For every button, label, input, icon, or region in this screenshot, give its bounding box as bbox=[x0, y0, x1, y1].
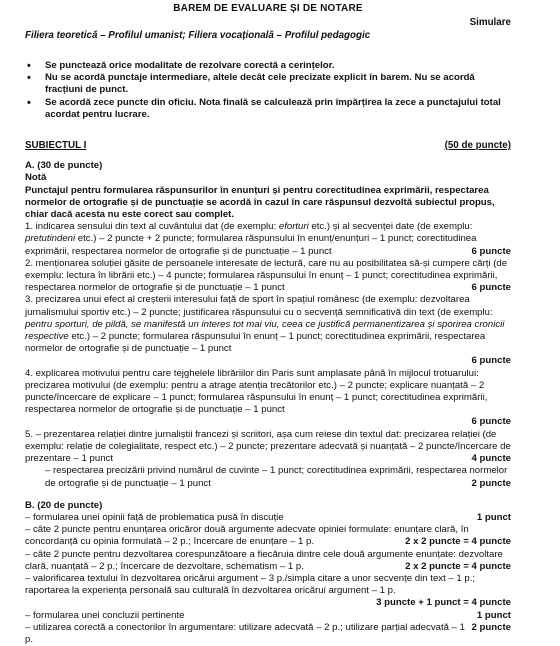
filiera-line: Filiera teoretică – Profilul umanist; Filiera vocațională – Profilul pedagogic bbox=[25, 30, 371, 41]
section-b-text: – formularea unei concluzii pertinente bbox=[25, 609, 185, 621]
general-rules-list bbox=[25, 60, 511, 121]
item-1 bbox=[25, 221, 511, 258]
subject-title: SUBIECTUL I bbox=[25, 140, 87, 152]
nota-label: Notă bbox=[25, 172, 47, 184]
item-1-text: etc.) – 2 puncte + 2 puncte; formularea răspunsului în enunț/enunțuri – 1 punct; corectitudinea exprimării, respectarea normelor de ortografie și de punctuație – 1 punct bbox=[25, 233, 477, 257]
item-2-points: 6 puncte bbox=[471, 282, 511, 294]
section-b-points: 2 x 2 puncte = 4 puncte bbox=[405, 560, 511, 572]
section-b-points: 3 puncte + 1 punct = 4 puncte bbox=[376, 597, 511, 609]
item-1-text: 1. indicarea sensului din text al cuvântului dat (de exemplu: bbox=[25, 221, 279, 233]
item-2 bbox=[25, 258, 511, 295]
item-1-text: etc.) și al secvenței date (de exemplu: bbox=[308, 221, 473, 233]
item-5-b bbox=[25, 465, 511, 489]
item-2-text: 2. menționarea soluției găsite de persoanele interesate de lectură, care nu au posibilitatea să-și cumpere cărți (de exemplu: lectura în librării etc.) – 4 puncte; formularea răspunsului în enunț – 1 punct; corectitudinea exprimării, respectarea normelor de ortografie și de punctuație – 1 punct bbox=[25, 257, 508, 294]
subject-points: (50 de puncte) bbox=[444, 140, 511, 152]
section-b-line bbox=[25, 549, 511, 573]
item-3-text: etc.) – 2 puncte; formularea răspunsului în enunț – 1 punct; corectitudinea exprimării, respectarea normelor de ortografie și de punctuație – 1 punct bbox=[25, 331, 486, 355]
item-5-text: 5. – prezentarea relației dintre jurnaliștii francezi și scriitori, așa cum reiese din textul dat: precizarea relației (de exemplu: relație de colegialitate, respect etc.) – 2 puncte; prezentare adecvată și nuanțată – 2 puncte/încercare de prezentare – 1 punct bbox=[25, 428, 511, 465]
item-1-example: pretutindeni bbox=[25, 233, 76, 245]
section-b-line bbox=[25, 573, 511, 610]
item-1-example: eforturi bbox=[278, 221, 309, 233]
item-5-points-b: 2 puncte bbox=[471, 477, 511, 489]
item-4-points: 6 puncte bbox=[471, 416, 511, 428]
section-b-text: – valorificarea textului în dezvoltarea oricărui argument – 3 p./simpla citare a unor secvențe din text – 1 p.; raportarea la experiența personală sau culturală în dezvoltarea oricărui argument – 1 p. bbox=[25, 572, 476, 597]
section-b-line bbox=[25, 512, 511, 524]
section-b-text: – utilizarea corectă a conectorilor în argumentare: utilizare adecvată – 2 p.; utilizare parțial adecvată – 1 p. bbox=[25, 621, 465, 645]
section-b-points: 1 punct bbox=[476, 609, 511, 621]
section-b-heading: B. (20 de puncte) bbox=[25, 499, 103, 511]
document-page bbox=[25, 3, 511, 646]
item-4-text: 4. explicarea motivului pentru care tejghelele librăriilor din Paris sunt amplasate până în mijlocul trotuarului: precizarea motivului (de exemplu: pentru a atrage atenția trecătorilor etc.) – 2 puncte; explicare nuanțată – 2 puncte/încercare de explicare – 1 punct; formularea răspunsului în enunț – 1 punct; corectitudinea exprimării, respectarea normelor de ortografie și de punctuație – 1 punct bbox=[25, 367, 488, 416]
section-b-line bbox=[25, 524, 511, 548]
section-a-heading: A. (30 de puncte) bbox=[25, 160, 103, 172]
session-label: Simulare bbox=[469, 17, 511, 28]
item-4 bbox=[25, 368, 511, 429]
item-1-points: 6 puncte bbox=[471, 245, 511, 257]
item-3-text: 3. precizarea unui efect al creșterii interesului față de sport în spațiul românesc (de exemplu: dezvoltarea jurnalismului sportiv etc.) – 2 puncte; justificarea răspunsului cu o secvență semnificativă din text (de exemplu: bbox=[25, 294, 493, 318]
section-b bbox=[25, 500, 511, 646]
section-b-points: 2 puncte bbox=[471, 621, 511, 633]
nota-text: Punctajul pentru formularea răspunsurilor în enunțuri și pentru corectitudinea exprimării, respectarea normelor de ortografie și de punctuație se acordă în cazul în care răspunsul dezvoltă subiectul propus, chiar dacă acesta nu este corect sau complet. bbox=[25, 184, 495, 221]
section-b-line bbox=[25, 610, 511, 622]
item-3-quote: pentru sporturi, de pildă, se manifestă un interes tot mai viu, ceea ce justifică permanentizarea și sporirea cronicii respective bbox=[25, 318, 505, 343]
section-b-points: 1 punct bbox=[476, 511, 511, 523]
section-b-points: 2 x 2 puncte = 4 puncte bbox=[405, 536, 511, 548]
rule-item: • Nu se acordă punctaje intermediare, altele decât cele precizate explicit în barem. Nu se acordă fracțiuni de punct. bbox=[25, 72, 511, 96]
section-b-text: – câte 2 puncte pentru enunțarea oricăror două argumente adecvate opiniei formulate: enunțare clară, în concordanță cu opinia formulată – 2 p.; încercare de enunțare – 1 p. bbox=[25, 524, 469, 548]
section-b-line bbox=[25, 622, 511, 646]
rule-item: • Se punctează orice modalitate de rezolvare corectă a cerințelor. bbox=[25, 60, 511, 72]
section-a bbox=[25, 160, 511, 489]
rule-item: • Se acordă zece puncte din oficiu. Nota finală se calculează prin împărțirea la zece a punctajului total acordat pentru lucrare. bbox=[25, 97, 511, 121]
item-5 bbox=[25, 429, 511, 466]
section-b-text: – formularea unei opinii față de problematica pusă în discuție bbox=[25, 511, 284, 523]
section-b-text: – câte 2 puncte pentru dezvoltarea corespunzătoare a fiecăruia dintre cele două argumente enunțate: dezvoltare clară, nuanțată – 2 p.; încercare de dezvoltare, schematism – 1 p. bbox=[25, 548, 503, 572]
item-5-b-text: – respectarea precizării privind numărul de cuvinte – 1 punct; corectitudinea exprimării, respectarea normelor de ortografie și de punctuație – 1 punct bbox=[45, 465, 508, 489]
item-3 bbox=[25, 294, 511, 367]
subject-heading bbox=[25, 140, 511, 152]
item-3-points: 6 puncte bbox=[471, 355, 511, 367]
item-5-points-a: 4 puncte bbox=[471, 453, 511, 465]
document-title: BAREM DE EVALUARE ȘI DE NOTARE bbox=[173, 3, 363, 14]
